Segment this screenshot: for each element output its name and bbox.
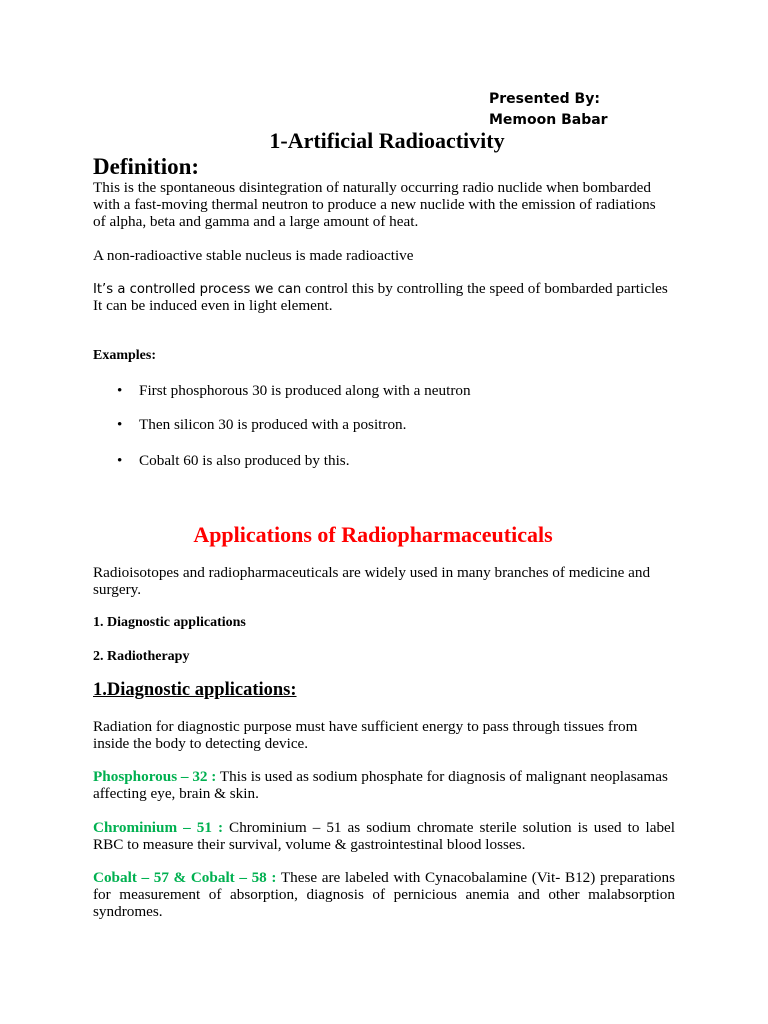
applications-intro: Radioisotopes and radiopharmaceuticals are widely used in many branches of medicine and surgery. — [93, 564, 651, 598]
list-item: Cobalt 60 is also produced by this. — [139, 452, 350, 469]
definition-heading: Definition: — [93, 154, 200, 179]
bullet-icon: • — [117, 416, 123, 433]
phosphorous-text: This is used as sodium phosphate for diagnosis of malignant neoplasamas affecting eye, brain & skin. — [93, 768, 668, 802]
applications-title: Applications of Radiopharmaceuticals — [193, 522, 553, 547]
presented-by-label: Presented By: — [489, 91, 600, 107]
definition-text: This is the spontaneous disintegration of naturally occurring radio nuclide when bombarded with a fast-moving thermal neutron to produce a new nuclide with the emission of radiations of alpha, beta and gamma and a large amount of heat. — [93, 179, 656, 230]
diagnostic-heading: 1.Diagnostic applications: — [93, 680, 297, 700]
page-title: 1-Artificial Radioactivity — [269, 128, 505, 153]
application-list-item-diagnostic: 1. Diagnostic applications — [93, 615, 246, 630]
chrominium-entry — [93, 819, 675, 853]
bullet-icon: • — [117, 382, 123, 399]
presenter-name: Memoon Babar — [489, 112, 608, 128]
stable-nucleus-text: A non-radioactive stable nucleus is made radioactive — [93, 247, 414, 264]
cobalt-label: Cobalt – 57 & Cobalt – 58 : — [93, 869, 277, 886]
controlled-rest: control this by controlling the speed of bombarded particles — [301, 280, 668, 297]
controlled-prefix: It’s a controlled process we can — [93, 282, 302, 297]
controlled-process-text — [93, 280, 671, 298]
chrominium-text: Chrominium – 51 as sodium chromate sterile solution is used to label RBC to measure their survival, volume & gastrointestinal blood losses. — [93, 819, 675, 853]
diagnostic-intro: Radiation for diagnostic purpose must have sufficient energy to pass through tissues from inside the body to detecting device. — [93, 718, 638, 752]
chrominium-label: Chrominium – 51 : — [93, 819, 224, 836]
phosphorous-label: Phosphorous – 32 : — [93, 768, 217, 785]
examples-heading: Examples: — [93, 348, 156, 363]
light-element-text: It can be induced even in light element. — [93, 297, 333, 314]
cobalt-text: These are labeled with Cynacobalamine (Vit- B12) preparations for measurement of absorption, diagnosis of pernicious anemia and other malabsorption syndromes. — [93, 869, 676, 920]
list-item: First phosphorous 30 is produced along with a neutron — [139, 382, 471, 399]
bullet-icon: • — [117, 452, 123, 469]
presenter-block — [489, 89, 608, 131]
application-list-item-radiotherapy: 2. Radiotherapy — [93, 649, 190, 664]
cobalt-entry — [93, 869, 675, 920]
list-item: Then silicon 30 is produced with a positron. — [139, 416, 407, 433]
phosphorous-entry — [93, 768, 671, 802]
